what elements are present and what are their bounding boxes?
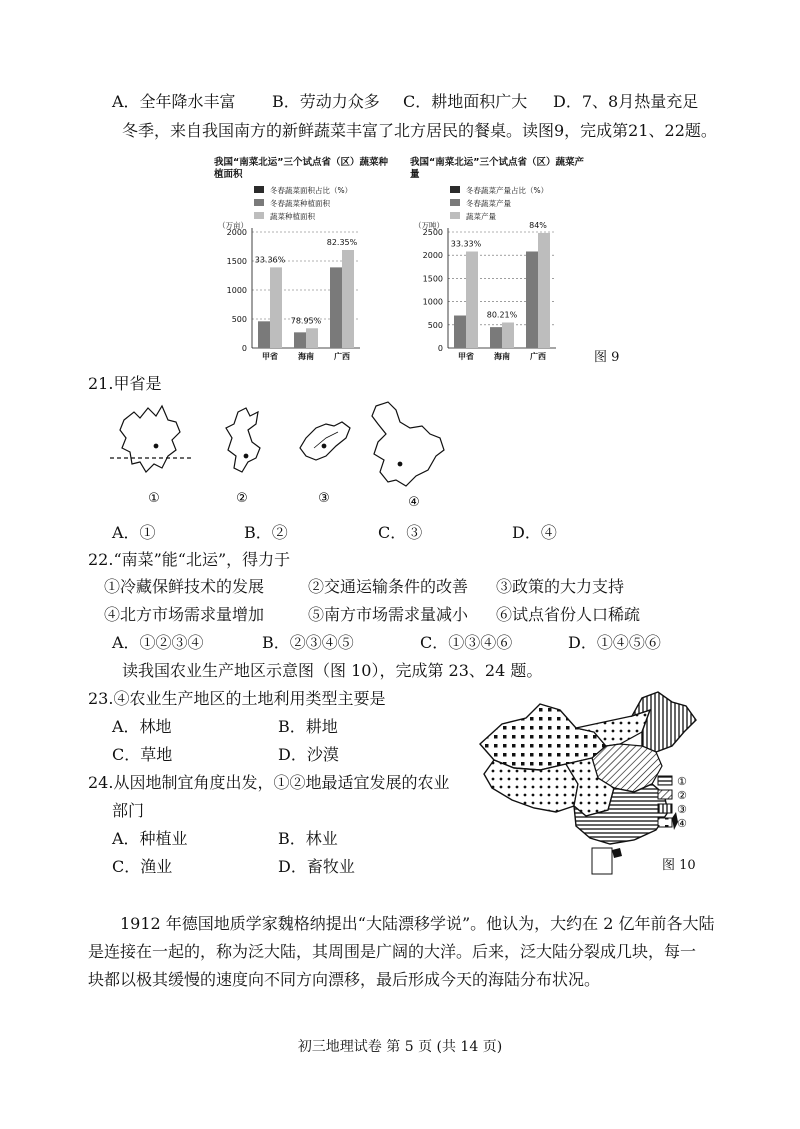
legend-label-2: ② <box>677 789 687 802</box>
intro-23-24: 读我国农业生产地区示意图（图 10），完成第 23、24 题。 <box>122 661 543 680</box>
q24-option-c: C．渔业 <box>112 857 173 876</box>
chart-2-xtick-1: 海南 <box>494 352 510 361</box>
q24-stem-cont: 部门 <box>112 801 145 820</box>
chart-1-ytick-0: 0 <box>241 344 247 353</box>
q22-option-a: A．①②③④ <box>112 633 204 652</box>
legend-label-1: ① <box>677 775 687 788</box>
intro-21-22: 冬季，来自我国南方的新鲜蔬菜丰富了北方居民的餐桌。读图9，完成第21、22题。 <box>122 121 717 140</box>
province-shape-2 <box>226 408 260 472</box>
chart-2-ytick-4: 2000 <box>422 251 443 261</box>
chart-1-ytick-2: 1000 <box>226 286 247 295</box>
province-shape-3 <box>300 422 350 460</box>
chart-1-ytick-4: 2000 <box>226 228 247 237</box>
chart-2-legend-label-2: 蔬菜产量 <box>466 212 496 221</box>
q21-option-a: A．① <box>112 523 156 542</box>
chart-1-unit: （万亩） <box>218 221 248 230</box>
passage-line-3: 块都以极其缓慢的速度向不同方向漂移，最后形成今天的海陆分布状况。 <box>88 970 601 989</box>
q23-stem: 23.④农业生产地区的土地利用类型主要是 <box>88 689 386 708</box>
chart-2-bar-2-2 <box>538 233 550 348</box>
q23-option-c: C．草地 <box>112 745 173 764</box>
q22-item-5: ⑤南方市场需求量减小 <box>308 605 469 624</box>
chart-1-legend-swatch-0 <box>254 186 264 193</box>
chart-2-xtick-2: 广西 <box>530 352 546 361</box>
chart-2-ytick-1: 500 <box>427 320 443 330</box>
province-shape-1 <box>110 406 192 472</box>
chart-2-xtick-0: 甲省 <box>458 352 474 361</box>
q22-item-3: ③政策的大力支持 <box>496 577 625 596</box>
chart-1-bar-0-1 <box>258 321 270 348</box>
q21-stem: 21.甲省是 <box>88 374 162 393</box>
chart-1-legend-label-2: 蔬菜种植面积 <box>270 212 315 221</box>
hainan <box>612 848 622 858</box>
chart-2-bar-1-2 <box>502 322 514 348</box>
legend-label-3: ③ <box>677 803 687 816</box>
chart-2-legend-swatch-0 <box>450 186 460 193</box>
page-footer: 初三地理试卷 第 5 页 (共 14 页) <box>297 1039 503 1055</box>
chart-2-title: 我国“南菜北运”三个试点省（区）蔬菜产量 <box>410 157 584 180</box>
chart-1-pct-label-2: 82.35% <box>326 237 358 247</box>
q24-stem: 24.从因地制宜角度出发，①②地最适宜发展的农业 <box>88 773 450 792</box>
shape-label-2: ② <box>236 491 248 506</box>
chart-2-legend-swatch-2 <box>450 212 460 219</box>
chart-2-pct-label-1: 80.21% <box>486 310 518 320</box>
q20-option-c: C．耕地面积广大 <box>403 92 528 111</box>
q24-option-d: D．畜牧业 <box>278 857 355 876</box>
chart-2-output <box>406 180 566 370</box>
q20-option-a: A．全年降水丰富 <box>112 92 236 111</box>
legend-label-4: ④ <box>677 817 687 830</box>
province-outlines <box>110 398 455 513</box>
fig10-label: 图 10 <box>662 858 696 873</box>
q21-option-d: D．④ <box>512 523 557 542</box>
q22-item-6: ⑥试点省份人口稀疏 <box>496 605 641 624</box>
fig10-china-map <box>474 688 710 878</box>
chart-2-bar-2-1 <box>526 251 538 348</box>
chart-2-bar-1-1 <box>490 327 502 348</box>
q24-option-a: A．种植业 <box>112 829 188 848</box>
shape-label-3: ③ <box>318 491 330 506</box>
province-shape-4 <box>372 402 444 486</box>
chart-2-ytick-0: 0 <box>437 344 443 353</box>
chart-2-legend-label-0: 冬春蔬菜产量占比（%） <box>466 186 549 195</box>
passage-line-1: 1912 年德国地质学家魏格纳提出“大陆漂移学说”。他认为，大约在 2 亿年前各大陆 <box>120 914 715 933</box>
chart-1-legend-label-1: 冬春蔬菜种植面积 <box>270 199 330 208</box>
chart-2-ytick-3: 1500 <box>422 274 443 284</box>
chart-1-xtick-1: 海南 <box>298 352 314 361</box>
chart-1-bar-2-1 <box>330 267 342 348</box>
q21-option-b: B．② <box>244 523 288 542</box>
q22-item-4: ④北方市场需求量增加 <box>104 605 265 624</box>
chart-1-xtick-0: 甲省 <box>262 352 278 361</box>
chart-1-bar-2-2 <box>342 250 354 348</box>
chart-2-ytick-2: 1000 <box>422 297 443 307</box>
chart-2-pct-label-0: 33.33% <box>450 239 482 249</box>
chart-1-planting-area <box>210 180 370 370</box>
chart-2-pct-label-2: 84% <box>529 220 547 230</box>
q21-option-c: C．③ <box>378 523 423 542</box>
q23-option-d: D．沙漠 <box>278 745 339 764</box>
q24-option-b: B．林业 <box>278 829 338 848</box>
passage-line-2: 是连接在一起的，称为泛大陆，其周围是广阔的大洋。后来，泛大陆分裂成几块，每一 <box>88 942 697 961</box>
chart-1-ytick-1: 500 <box>231 315 247 324</box>
q22-option-d: D．①④⑤⑥ <box>568 633 661 652</box>
q22-item-1: ①冷藏保鲜技术的发展 <box>104 577 265 596</box>
chart-1-legend-swatch-2 <box>254 212 264 219</box>
q22-option-b: B．②③④⑤ <box>262 633 354 652</box>
chart-2-legend-swatch-1 <box>450 199 460 206</box>
q23-option-b: B．耕地 <box>278 717 338 736</box>
chart-1-bar-1-2 <box>306 328 318 348</box>
chart-1-pct-label-0: 33.36% <box>254 255 286 265</box>
chart-1-legend-swatch-1 <box>254 199 264 206</box>
fig9-label: 图 9 <box>594 350 620 365</box>
chart-2-bar-0-1 <box>454 316 466 348</box>
q22-item-2: ②交通运输条件的改善 <box>308 577 469 596</box>
shape-label-1: ① <box>148 491 160 506</box>
chart-1-title: 我国“南菜北运”三个试点省（区）蔬菜种植面积 <box>214 157 388 180</box>
chart-1-ytick-3: 1500 <box>226 257 247 266</box>
chart-1-legend-label-0: 冬春蔬菜面积占比（%） <box>270 186 353 195</box>
chart-1-bar-0-2 <box>270 267 282 348</box>
q22-stem: 22.“南菜”能“北运”，得力于 <box>88 550 291 569</box>
south-sea-inset <box>592 848 612 874</box>
chart-1-pct-label-1: 78.95% <box>290 316 322 326</box>
q20-option-d: D．7、8月热量充足 <box>553 92 699 111</box>
shape-label-4: ④ <box>408 495 420 510</box>
chart-1-bar-1-1 <box>294 332 306 348</box>
q22-option-c: C．①③④⑥ <box>420 633 513 652</box>
chart-2-legend-label-1: 冬春蔬菜产量 <box>466 199 511 208</box>
q20-option-b: B．劳动力众多 <box>272 92 380 111</box>
chart-1-xtick-2: 广西 <box>334 352 350 361</box>
chart-2-ytick-5: 2500 <box>422 228 443 237</box>
chart-2-unit: （万吨） <box>414 221 444 230</box>
q23-option-a: A．林地 <box>112 717 172 736</box>
chart-2-bar-0-2 <box>466 251 478 348</box>
